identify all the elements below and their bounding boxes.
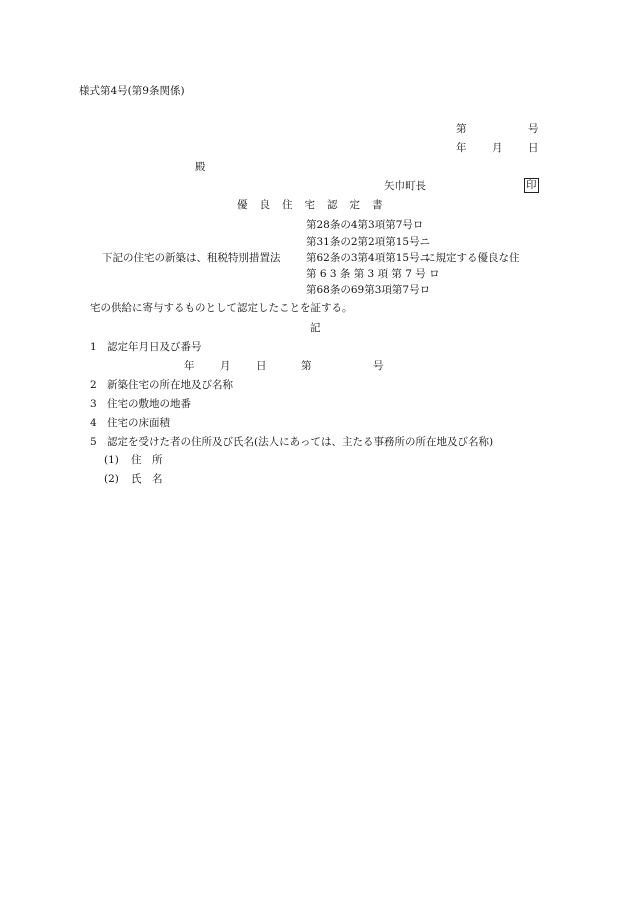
date-day: 日 <box>528 142 539 154</box>
item-1-label: 認定年月日及び番号 <box>107 341 202 353</box>
date-month: 月 <box>492 142 503 154</box>
item-1-dai: 第 <box>301 360 312 372</box>
item-2-number: 2 <box>90 379 97 391</box>
issuer-name: 矢巾町長 <box>384 180 426 192</box>
body-lead: 下記の住宅の新築は、租税特別措置法 <box>102 252 281 264</box>
document-title: 優良住宅認定書 <box>237 199 395 211</box>
date-year: 年 <box>456 142 467 154</box>
ki-heading: 記 <box>310 322 321 334</box>
item-3-number: 3 <box>90 398 97 410</box>
item-1-year: 年 <box>184 360 195 372</box>
article-ref-4: 第 6 3 条 第 3 項 第 7 号 ロ <box>306 268 440 280</box>
item-4-number: 4 <box>90 417 97 429</box>
body-continuation: 宅の供給に寄与するものとして認定したことを証する。 <box>90 302 353 314</box>
body-tail: に規定する優良な住 <box>425 252 520 264</box>
seal-stamp: 印 <box>526 179 537 191</box>
item-5-sub-1-number: (1) <box>104 454 119 466</box>
item-2-label: 新築住宅の所在地及び名称 <box>107 379 233 391</box>
article-ref-1: 第28条の4第3項第7号ロ <box>306 219 424 231</box>
addressee-suffix: 殿 <box>195 161 206 173</box>
item-1-number: 1 <box>90 341 97 353</box>
item-5-sub-1-label: 住 所 <box>131 454 163 466</box>
item-1-go: 号 <box>373 360 384 372</box>
item-5-sub-2-label: 氏 名 <box>131 473 163 485</box>
article-ref-2: 第31条の2第2項第15号ニ <box>306 236 431 248</box>
form-label: 様式第4号(第9条関係) <box>79 85 185 97</box>
item-4-label: 住宅の床面積 <box>107 417 170 429</box>
item-3-label: 住宅の敷地の地番 <box>107 398 191 410</box>
article-ref-5: 第68条の69第3項第7号ロ <box>306 284 431 296</box>
number-dai: 第 <box>456 123 467 135</box>
item-5-sub-2-number: (2) <box>104 473 119 485</box>
article-ref-3: 第62条の3第4項第15号ニ <box>306 252 431 264</box>
item-1-month: 月 <box>220 360 231 372</box>
item-5-label: 認定を受けた者の住所及び氏名(法人にあっては、主たる事務所の所在地及び名称) <box>107 436 494 448</box>
item-1-day: 日 <box>256 360 267 372</box>
item-5-number: 5 <box>90 436 97 448</box>
number-go: 号 <box>528 123 539 135</box>
